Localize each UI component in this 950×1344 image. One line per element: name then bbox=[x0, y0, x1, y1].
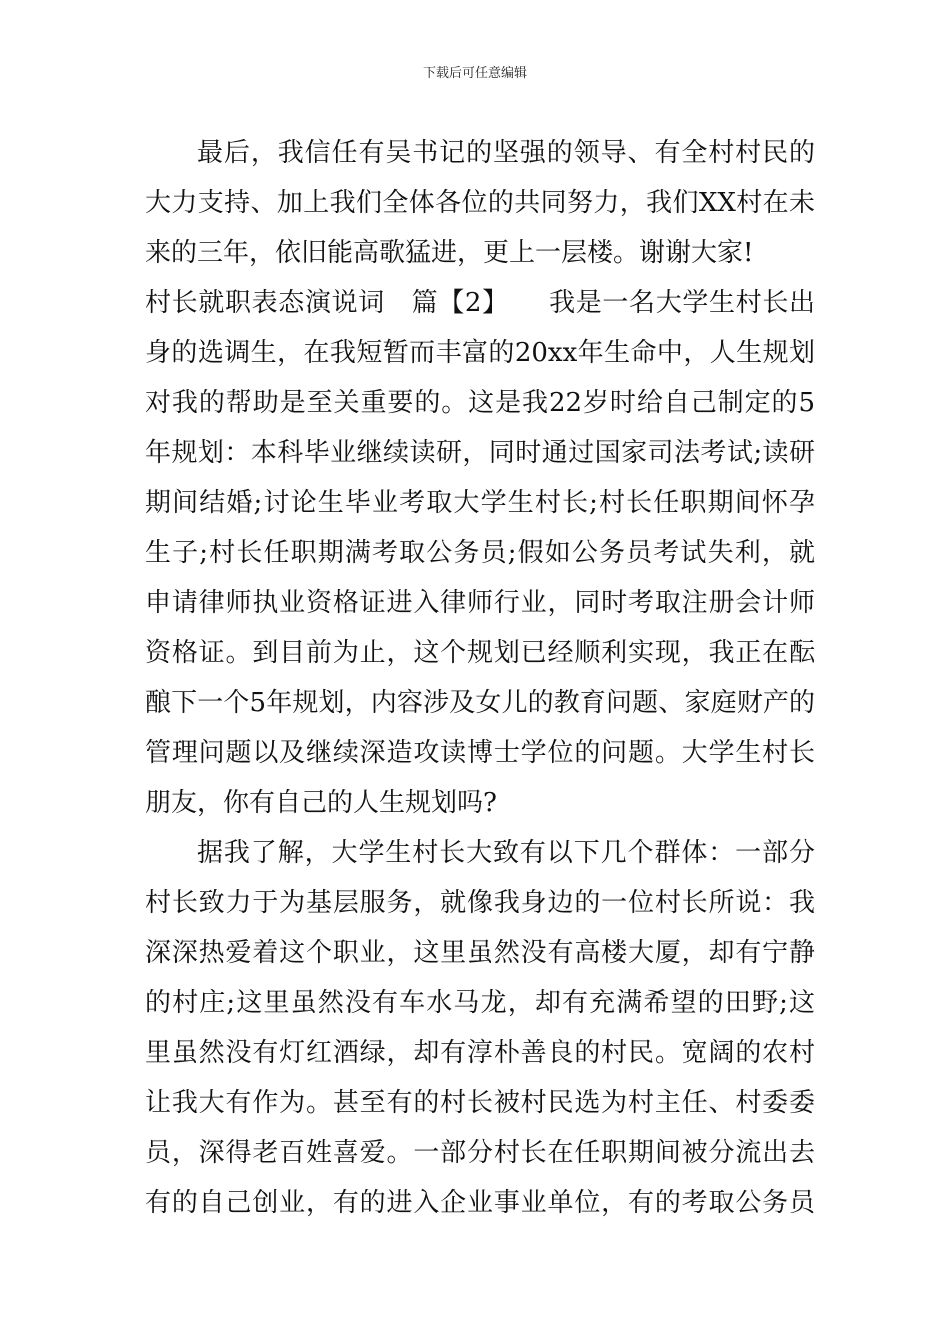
paragraph-line: 来的三年，依旧能高歌猛进，更上一层楼。谢谢大家! bbox=[145, 238, 754, 268]
paragraph-line: 的村庄;这里虽然没有车水马龙，却有充满希望的田野;这 bbox=[145, 988, 815, 1018]
paragraph-line: 期间结婚;讨论生毕业考取大学生村长;村长任职期间怀孕 bbox=[145, 488, 815, 518]
paragraph-line: 申请律师执业资格证进入律师行业，同时考取注册会计师 bbox=[145, 588, 815, 618]
paragraph-line: 据我了解，大学生村长大致有以下几个群体：一部分 bbox=[197, 838, 815, 868]
paragraph-line: 大力支持、加上我们全体各位的共同努力，我们XX村在未 bbox=[145, 188, 815, 218]
paragraph-line: 员，深得老百姓喜爱。一部分村长在任职期间被分流出去 bbox=[145, 1138, 815, 1168]
paragraph-line: 身的选调生，在我短暂而丰富的20xx年生命中，人生规划 bbox=[145, 338, 815, 368]
paragraph-line: 让我大有作为。甚至有的村长被村民选为村主任、村委委 bbox=[145, 1088, 815, 1118]
paragraph-line: 里虽然没有灯红酒绿，却有淳朴善良的村民。宽阔的农村 bbox=[145, 1038, 815, 1068]
paragraph-line: 资格证。到目前为止，这个规划已经顺利实现，我正在酝 bbox=[145, 638, 815, 668]
paragraph-line: 最后，我信任有吴书记的坚强的领导、有全村村民的 bbox=[197, 138, 815, 168]
paragraph-line: 有的自己创业，有的进入企业事业单位，有的考取公务员 bbox=[145, 1188, 815, 1218]
paragraph-line: 深深热爱着这个职业，这里虽然没有高楼大厦，却有宁静 bbox=[145, 938, 815, 968]
paragraph-line: 酿下一个5年规划，内容涉及女儿的教育问题、家庭财产的 bbox=[145, 688, 815, 718]
paragraph-line: 朋友，你有自己的人生规划吗? bbox=[145, 788, 497, 818]
paragraph-line: 生子;村长任职期满考取公务员;假如公务员考试失利，就 bbox=[145, 538, 815, 568]
paragraph-line: 管理问题以及继续深造攻读博士学位的问题。大学生村长 bbox=[145, 738, 815, 768]
page-header: 下载后可任意编辑 bbox=[422, 66, 527, 81]
paragraph-line: 年规划：本科毕业继续读研，同时通过国家司法考试;读研 bbox=[145, 438, 815, 468]
section-heading-line: 村长就职表态演说词 篇【2】 我是一名大学生村长出 bbox=[145, 288, 815, 318]
paragraph-line: 村长致力于为基层服务，就像我身边的一位村长所说：我 bbox=[145, 888, 815, 918]
paragraph-line: 对我的帮助是至关重要的。这是我22岁时给自己制定的5 bbox=[145, 388, 815, 418]
